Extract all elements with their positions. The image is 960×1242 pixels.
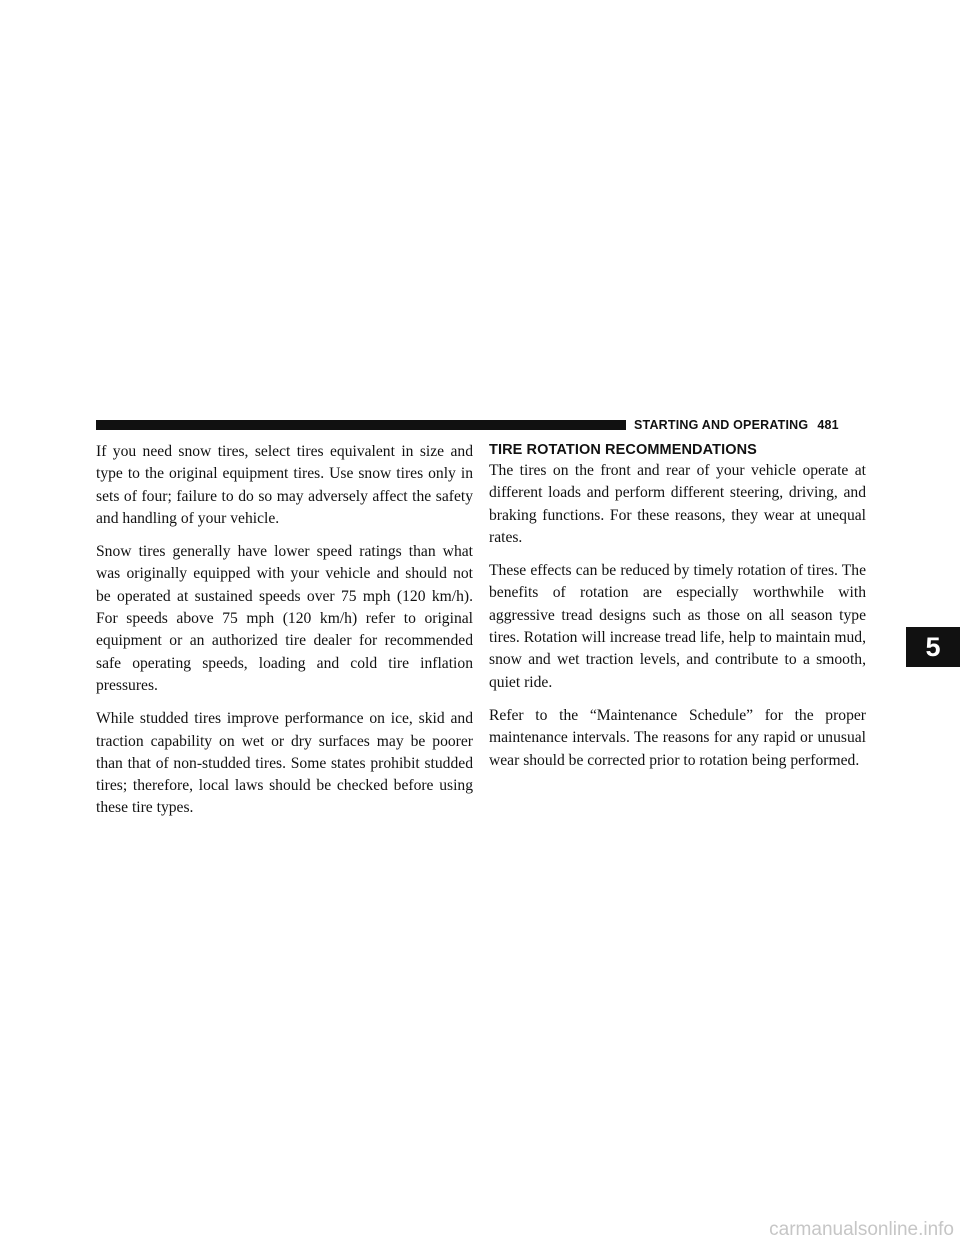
paragraph-maintenance-schedule: Refer to the “Maintenance Schedule” for the proper maintenance intervals. The reasons for any rapid or unusual wear should be corrected prior to rotation being performed.: [489, 706, 866, 769]
paragraph-tire-wear: The tires on the front and rear of your vehicle operate at different loads and perform different steering, driving, and braking functions. For these reasons, they wear at unequal rates.: [489, 462, 866, 546]
page-number: 481: [817, 418, 839, 432]
section-title: STARTING AND OPERATING: [634, 418, 809, 432]
running-head: [634, 417, 864, 433]
paragraph-snow-tires-speed: Snow tires generally have lower speed ratings than what was originally equipped with your vehicle and should not be operated at sustained speeds over 75 mph (120 km/h). For speeds above 75 mph (120 km/h) refer to original equipment or an authorized tire dealer for recommended safe operating speeds, loading and cold tire inflation pressures.: [96, 543, 473, 694]
right-column: [489, 440, 866, 783]
paragraph-rotation-benefits: These effects can be reduced by timely rotation of tires. The benefits of rotation are especially worthwhile with aggressive tread designs such as those on all season type tires. Rotation will increase tread life, help to maintain mud, snow and wet traction levels, and contribute to a smooth, quiet ride.: [489, 562, 866, 691]
watermark-text: carmanualsonline.info: [769, 1219, 954, 1240]
chapter-tab: 5: [906, 627, 960, 667]
header-rule: [96, 420, 626, 430]
section-heading: TIRE ROTATION RECOMMENDATIONS: [489, 442, 757, 458]
paragraph-snow-tires-size: If you need snow tires, select tires equivalent in size and type to the original equipment tires. Use snow tires only in sets of four; failure to do so may adversely affect the safety and handling of your vehicle.: [96, 443, 473, 527]
paragraph-studded-tires: While studded tires improve performance on ice, skid and traction capability on wet or dry surfaces may be poorer than that of non-studded tires. Some states prohibit studded tires; therefore, local laws should be checked before using these tire types.: [96, 710, 473, 817]
left-column: [96, 441, 473, 831]
